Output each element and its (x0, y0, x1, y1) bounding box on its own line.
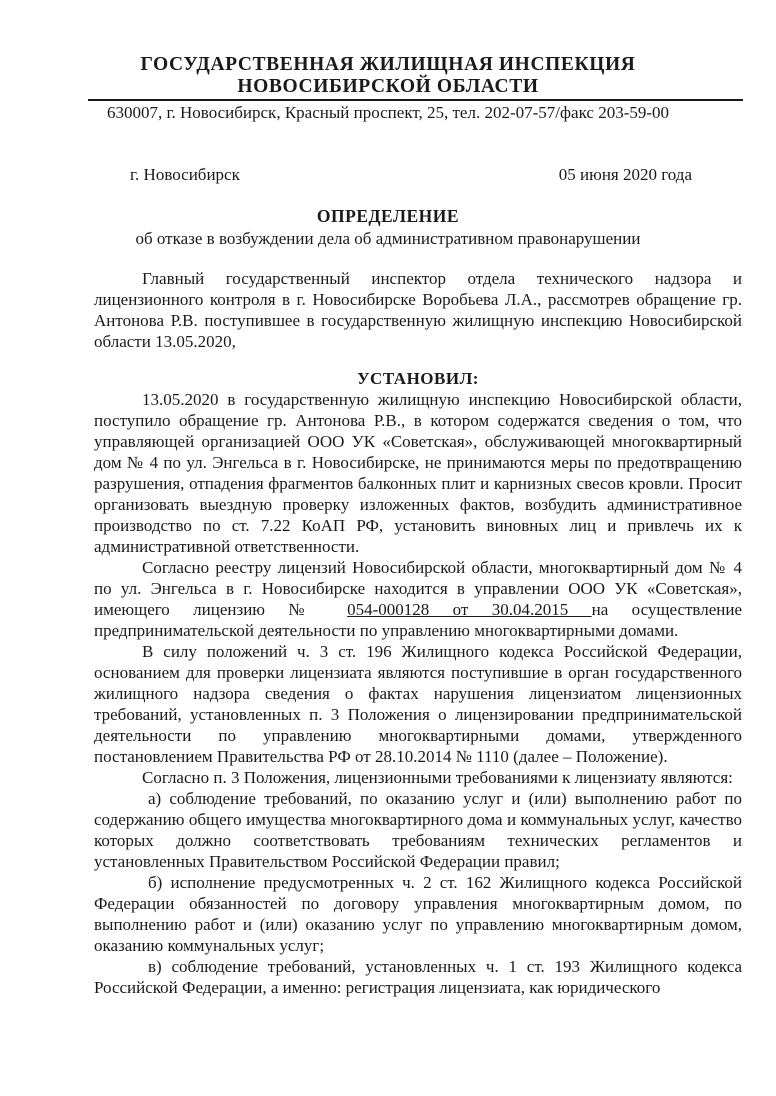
paragraph-2 (94, 557, 742, 641)
paragraph-1: 13.05.2020 в государственную жилищную инспекцию Новосибирской области, поступило обращение гр. Антонова Р.В., в котором содержатся сведения о том, что управляющей организацией ООО УК «Советская», обслуживающей многоквартирный дом № 4 по ул. Энгельса в г. Новосибирске, не принимаются меры по предотвращению разрушения, отпадения фрагментов балконных плит и карнизных свесов кровли. Просит организовать выездную проверку изложенных фактов, возбудить административное производство по ст. 7.22 КоАП РФ, установить виновных лиц и привлечь их к административной ответственности. (94, 390, 742, 556)
paragraph-4: Согласно п. 3 Положения, лицензионными требованиями к лицензиату являются: (142, 768, 733, 787)
intro-paragraph: Главный государственный инспектор отдела технического надзора и лицензионного контроля в г. Новосибирске Воробьева Л.А., рассмотрев обращение гр. Антонова Р.В. поступившее в государственную жилищную инспекцию Новосибирской области 13.05.2020, (94, 269, 742, 351)
organization-name (0, 54, 776, 98)
paragraph-3: В силу положений ч. 3 ст. 196 Жилищного кодекса Российской Федерации, основанием для проверки лицензиата являются поступившие в орган государственного жилищного надзора сведения о фактах нарушения лицензиатом лицензионных требований, установленных п. 3 Положения о лицензировании предпринимательской деятельности по управлению многоквартирными домами, утвержденного постановлением Правительства РФ от 28.10.2014 № 1110 (далее – Положение). (94, 642, 742, 766)
document-body (94, 268, 742, 998)
license-number: 054-000128 от 30.04.2015 (347, 600, 592, 619)
document-date: 05 июня 2020 года (558, 165, 692, 184)
list-item-b: б) исполнение предусмотренных ч. 2 ст. 162 Жилищного кодекса Российской Федерации обязанностей по договору управления многоквартирным домом, по выполнению работ и (или) оказанию услуг по управлению многоквартирным домом, оказанию коммунальных услуг; (94, 873, 742, 955)
paragraph-2-end: на осуществление предпринимательской деятельности по управлению многоквартирными домами. (94, 600, 742, 640)
section-heading: УСТАНОВИЛ: (357, 369, 479, 388)
document-subtitle: об отказе в возбуждении дела об административном правонарушении (135, 229, 641, 248)
place-date-row (130, 165, 692, 185)
organization-address: 630007, г. Новосибирск, Красный проспект, 25, тел. 202-07-57/факс 203-59-00 (106, 103, 670, 122)
organization-name-line2: НОВОСИБИРСКОЙ ОБЛАСТИ (237, 76, 539, 97)
header-divider (88, 99, 743, 101)
paragraph-2-start: Согласно реестру лицензий Новосибирской области, многоквартирный дом № 4 по ул. Энгельса в г. Новосибирске находится в управлении ООО УК «Советская», имеющего лицензию № (94, 558, 742, 619)
document-title: ОПРЕДЕЛЕНИЕ (316, 206, 460, 226)
organization-name-line1: ГОСУДАРСТВЕННАЯ ЖИЛИЩНАЯ ИНСПЕКЦИЯ (140, 54, 636, 75)
list-item-c: в) соблюдение требований, установленных ч. 1 ст. 193 Жилищного кодекса Российской Федерации, а именно: регистрация лицензиата, как юридического (94, 957, 742, 997)
document-city: г. Новосибирск (130, 165, 240, 184)
list-item-a: а) соблюдение требований, по оказанию услуг и (или) выполнению работ по содержанию общего имущества многоквартирного дома и коммунальных услуг, качество которых должно соответствовать требованиям технических регламентов и установленных Правительством Российской Федерации правил; (94, 789, 742, 871)
